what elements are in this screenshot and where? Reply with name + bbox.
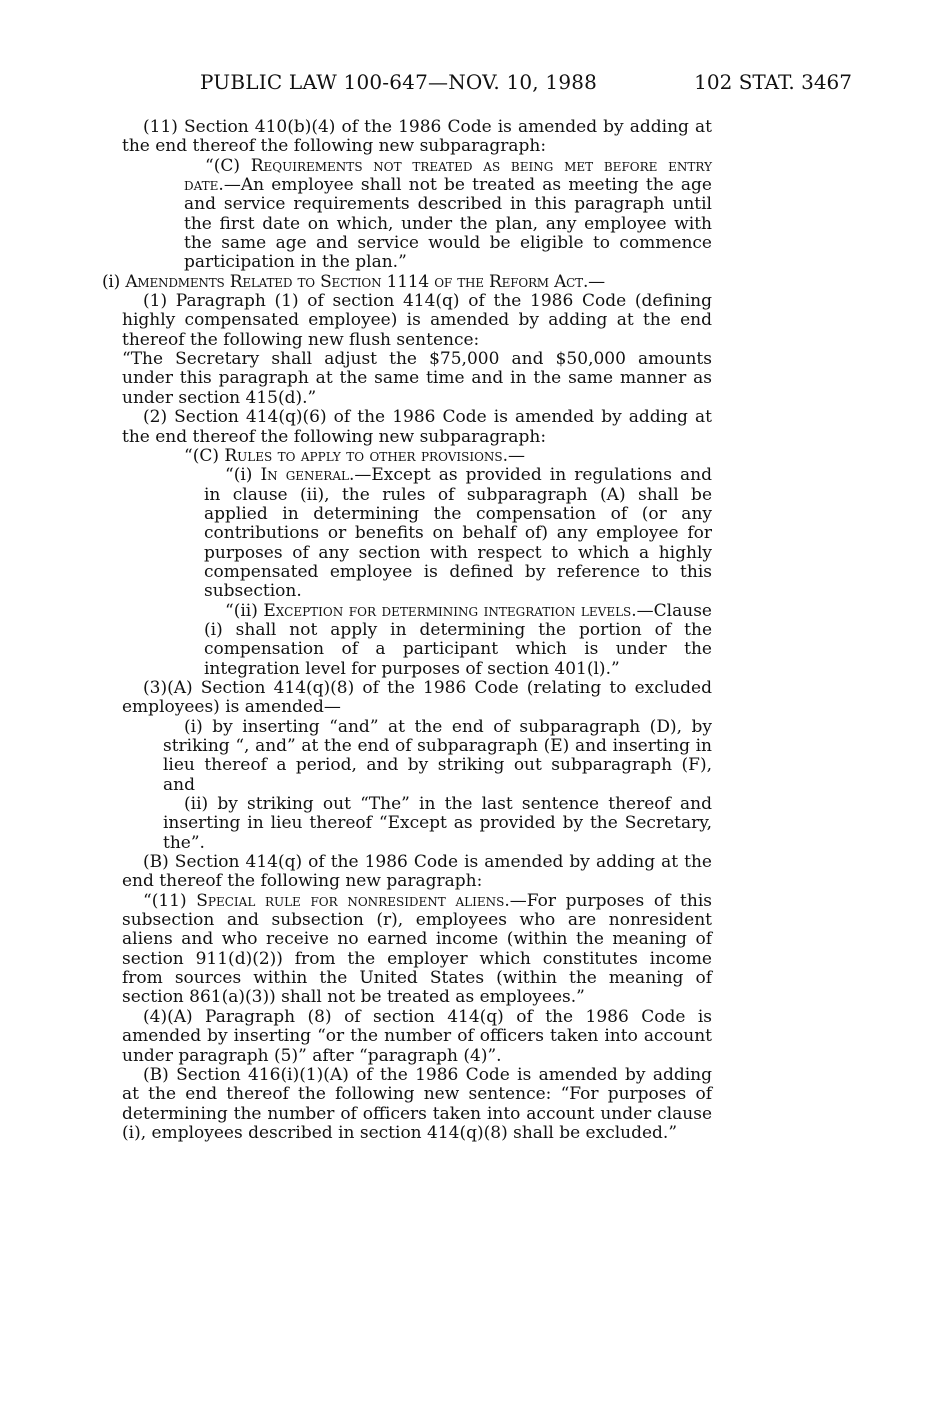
text-run: “(C) (184, 445, 225, 466)
subparagraph-c-requirements (122, 157, 712, 273)
paragraph-i-3a (122, 679, 712, 718)
paragraph-i-2 (122, 408, 712, 447)
paragraph-i-1 (122, 292, 712, 350)
text-run: “The Secretary shall adjust the $75,000 and $50,000 amounts under this paragraph at the same time and in the same manner as under section 415(d).” (122, 349, 712, 408)
heading-small-caps: In general. (260, 465, 355, 486)
flush-sentence (122, 350, 712, 408)
heading-small-caps: Rules to apply to other provisions. (224, 445, 509, 466)
body-text (102, 117, 712, 1143)
running-title: PUBLIC LAW 100-647—NOV. 10, 1988 (200, 70, 598, 94)
text-run: “(11) (143, 890, 197, 911)
subparagraph-c-rules (122, 447, 712, 466)
text-run: — (508, 445, 526, 466)
text-run: “(ii) (225, 600, 264, 621)
page-header (200, 70, 852, 100)
clause-ii-exception (122, 602, 712, 679)
text-run: (B) Section 414(q) of the 1986 Code is amended by adding at the end thereof the following new paragraph: (122, 852, 712, 892)
text-run: (11) Section 410(b)(4) of the 1986 Code is amended by adding at the end thereof the following new subparagraph: (122, 117, 712, 157)
text-run: “(i) (225, 465, 261, 486)
statute-page-number: 102 STAT. 3467 (694, 70, 852, 94)
heading-small-caps: Special rule for nonresident aliens. (196, 890, 510, 911)
text-run: —An employee shall not be treated as meeting the age and service requirements described in this paragraph until the first date on which, under the plan, any employee with the same age and service would be eligible to commence participation in the plan.” (184, 175, 712, 273)
paragraph-i-4a (122, 1008, 712, 1066)
text-run: “(C) (205, 155, 251, 176)
text-run: (B) Section 416(i)(1)(A) of the 1986 Code is amended by adding at the end thereof the following new sentence: “For purposes of determining the number of officers taken into account under clause (i), employees described in section 414(q)(8) shall be excluded.” (122, 1064, 712, 1143)
text-run: (3)(A) Section 414(q)(8) of the 1986 Code (relating to excluded employees) is amended— (122, 677, 712, 718)
text-run: 1114 (381, 271, 435, 292)
text-run: — (588, 271, 605, 292)
text-run: —For purposes of this subsection and subsection (r), employees who are nonresident aliens and who receive no earned income (within the meaning of section 911(d)(2)) from the employer which constitutes income from sources within the United States (within the meaning of section 861(a)(3)) shall not be treated as employees.” (122, 890, 712, 1008)
paragraph-11-nonresident-aliens (122, 892, 712, 1008)
heading-small-caps: Requirements not treated as being met before entry date. (184, 155, 712, 196)
paragraph-11 (122, 118, 712, 157)
paragraph-i-4b (122, 1066, 712, 1143)
heading-small-caps: of the Reform Act. (434, 271, 589, 292)
text-run: (ii) by striking out “The” in the last sentence thereof and inserting in lieu thereof “Except as provided by the Secretary, the”. (163, 794, 712, 853)
text-run: —Clause (i) shall not apply in determining the portion of the compensation of a participant which is under the integration level for purposes of section 401(l).” (204, 600, 712, 679)
paragraph-i-3b (122, 853, 712, 892)
clause-3a-i (122, 718, 712, 795)
text-run: (i) (102, 271, 126, 292)
heading-small-caps: Amendments Related to Section (125, 271, 382, 292)
heading-small-caps: Exception for determining integration levels. (263, 600, 637, 621)
text-run: —Except as provided in regulations and in clause (ii), the rules of subparagraph (A) shall be applied in determining the compensation of (or any contributions or benefits on behalf of) any employee for purposes of any section with respect to which a highly compensated employee is defined by reference to this subsection. (204, 465, 712, 602)
text-run: (4)(A) Paragraph (8) of section 414(q) of the 1986 Code is amended by inserting “or the number of officers taken into account under paragraph (5)” after “paragraph (4)”. (122, 1006, 712, 1066)
clause-3a-ii (122, 795, 712, 853)
text-run: (1) Paragraph (1) of section 414(q) of the 1986 Code (defining highly compensated employee) is amended by adding at the end thereof the following new flush sentence: (122, 291, 712, 350)
text-run: (i) by inserting “and” at the end of subparagraph (D), by striking “, and” at the end of subparagraph (E) and inserting in lieu thereof a period, and by striking out subparagraph (F), and (163, 716, 712, 795)
clause-i-in-general (122, 466, 712, 601)
text-run: (2) Section 414(q)(6) of the 1986 Code is amended by adding at the end thereof the following new subparagraph: (122, 407, 712, 447)
subsection-i-heading (102, 271, 712, 292)
